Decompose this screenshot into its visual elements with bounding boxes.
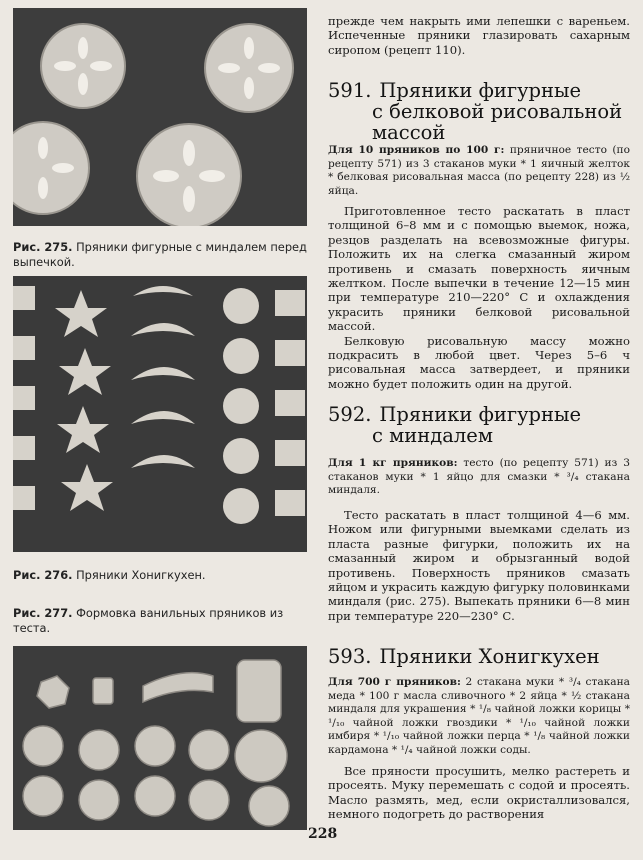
recipe-591-number: 591.	[328, 79, 372, 102]
recipe-592-number: 592.	[328, 403, 372, 426]
recipe-591-ingredient-list: пряничное тесто (по рецепту 571) из 3 стаканов муки * 1 яичный желток * белковая рисовальная масса (по рецепту 228) из ½ яйца.	[328, 144, 630, 197]
recipe-592-heading	[328, 404, 630, 446]
recipe-591-title-line2: с белковой рисовальной	[372, 100, 623, 123]
recipe-591-title-line3: массой	[372, 121, 446, 144]
recipe-592-yield: Для 1 кг пряников:	[328, 457, 458, 469]
recipe-591-paragraph-2: Белковую рисовальную массу можно подкрасить в любой цвет. Через 5–6 ч рисовальная масса затвердеет, и пряники можно будет положить один на другой.	[328, 333, 630, 391]
photo-vanilla-cookie-forming	[13, 646, 307, 830]
page-number: 228	[308, 826, 338, 842]
recipe-592-ingredients	[328, 457, 630, 498]
figure-276-text: Пряники Хонигкухен.	[72, 568, 206, 582]
recipe-593-paragraph-1: Все пряности просушить, мелко растереть и просеять. Муку перемешать с содой и просеять. Масло размять, мед, если окристаллизовался, немного подогреть до растворения	[328, 764, 630, 822]
figure-275-caption	[13, 240, 309, 270]
recipe-591-method	[328, 204, 630, 391]
recipe-593-method	[328, 764, 630, 822]
figure-277-caption	[13, 606, 309, 636]
recipe-592-ingredient-list: тесто (по рецепту 571) из 3 стаканов муки * 1 яйцо для смазки * ³/₄ стакана миндаля.	[328, 457, 630, 497]
recipe-591-paragraph-1: Приготовленное тесто раскатать в пласт толщиной 6–8 мм и с помощью выемок, ножа, резцов разделать на всевозможные фигуры. Положить их на слегка смазанный жиром противень и смазать поверхность яичным желтком. После выпечки в течение 12—15 мин при температуре 210—220° С и охлаждения украсить пряники белковой рисовальной массой.	[328, 204, 630, 334]
photo-honigkuchen	[13, 276, 307, 552]
recipe-592-title-line2: с миндалем	[372, 424, 494, 447]
recipe-592-title-line1: Пряники фигурные	[379, 403, 582, 426]
recipe-593-number: 593.	[328, 645, 372, 668]
intro-paragraph: прежде чем накрыть ими лепешки с вареньем. Испеченные пряники глазировать сахарным сиропом (рецепт 110).	[328, 14, 630, 57]
recipe-592-paragraph-1: Тесто раскатать в пласт толщиной 4—6 мм. Ножом или фигурными выемками сделать из пласта разные фигурки, положить их на смазанный жиром и обрызганный водой противень. Поверхность пряников смазать яйцом и украсить каждую фигурку половинками миндаля (рис. 275). Выпекать пряники 6—8 мин при температуре 220—230° С.	[328, 508, 630, 623]
photo-almond-cookies	[13, 8, 307, 226]
figure-275-text: Пряники фигурные с миндалем перед выпечкой.	[13, 240, 307, 269]
figure-276-label: Рис. 276.	[13, 568, 73, 582]
recipe-592-method	[328, 508, 630, 623]
intro-text	[328, 14, 630, 57]
recipe-591-ingredients	[328, 144, 630, 198]
recipe-591-title-line1: Пряники фигурные	[379, 79, 582, 102]
recipe-593-ingredient-list: 2 стакана муки * ³/₄ стакана меда * 100 г масла сливочного * 2 яйца * ½ стакана миндаля для украшения * ¹/₈ чайной ложки корицы * ¹/₁₀ чайной ложки гвоздики * ¹/₁₀ чайной ложки имбиря * ¹/₁₀ чайной ложки перца * ¹/₈ чайной ложки кардамона * ¹/₄ чайной ложки соды.	[328, 676, 630, 756]
recipe-593-title-line1: Пряники Хонигкухен	[379, 645, 600, 668]
figure-275-label: Рис. 275.	[13, 240, 73, 254]
recipe-593-heading	[328, 646, 630, 667]
figure-276-caption	[13, 568, 309, 583]
recipe-593-yield: Для 700 г пряников:	[328, 676, 461, 688]
figure-277-label: Рис. 277.	[13, 606, 73, 620]
recipe-593-ingredients	[328, 676, 630, 758]
recipe-591-yield: Для 10 пряников по 100 г:	[328, 144, 505, 156]
figure-277-text: Формовка ванильных пряников из теста.	[13, 606, 284, 635]
recipe-591-heading	[328, 80, 630, 143]
